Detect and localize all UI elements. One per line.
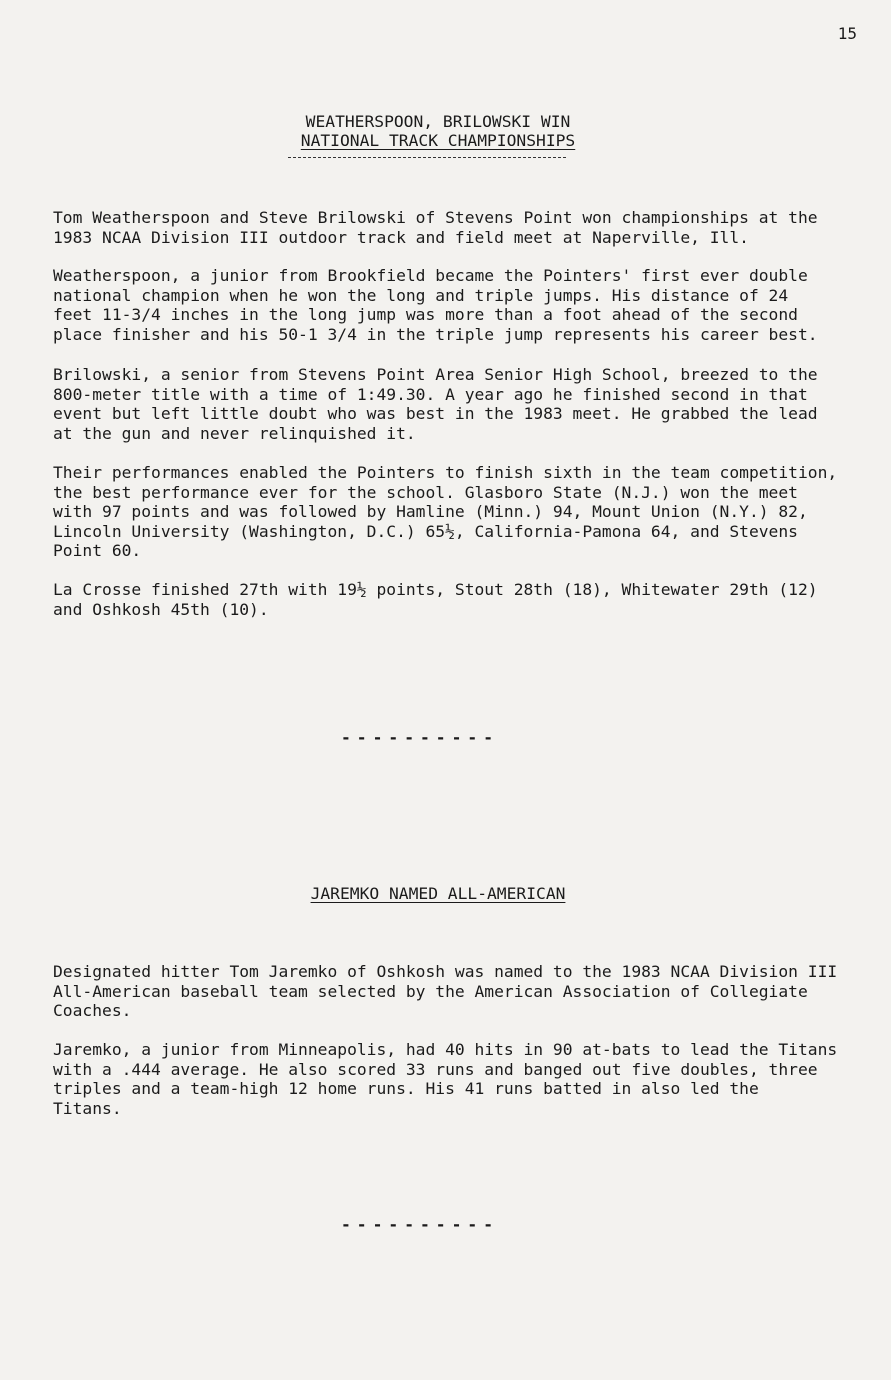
section-divider-1: ---------- [340,728,500,747]
article1-paragraph-5: La Crosse finished 27th with 19½ points, Stout 28th (18), Whitewater 29th (12) and Oshkosh 45th (10). [53,580,818,619]
section-divider-2: ---------- [340,1215,500,1234]
page-number: 15 [837,24,857,43]
article1-paragraph-4: Their performances enabled the Pointers to finish sixth in the team competition, the best performance ever for the school. Glasboro State (N.J.) won the meet with 97 points and was followed by Hamline (Minn.) 94, Mount Union (N.Y.) 82, Lincoln University (Washington, D.C.) 65½, California-Pamona 64, and Stevens Point 60. [53,463,838,561]
article2-paragraph-2: Jaremko, a junior from Minneapolis, had 40 hits in 90 at-bats to lead the Titans with a .444 average. He also scored 33 runs and banged out five doubles, three triples and a team-high 12 home runs. His 41 runs batted in also led the Titans. [53,1040,838,1118]
article2-paragraph-1: Designated hitter Tom Jaremko of Oshkosh was named to the 1983 NCAA Division III All-American baseball team selected by the American Association of Collegiate Coaches. [53,962,838,1021]
article1-headline-line1: WEATHERSPOON, BRILOWSKI WIN [305,112,571,131]
article2-headline [200,884,676,903]
article1-paragraph-3: Brilowski, a senior from Stevens Point Area Senior High School, breezed to the 800-meter title with a time of 1:49.30. A year ago he finished second in that event but left little doubt who was best in the 1983 meet. He grabbed the lead at the gun and never relinquished it. [53,365,818,443]
article1-paragraph-2: Weatherspoon, a junior from Brookfield became the Pointers' first ever double national champion when he won the long and triple jumps. His distance of 24 feet 11-3/4 inches in the long jump was more than a foot ahead of the second place finisher and his 50-1 3/4 in the triple jump represents his career best. [53,266,818,344]
article2-headline-text: JAREMKO NAMED ALL-AMERICAN [310,884,566,903]
article1-headline-line2: NATIONAL TRACK CHAMPIONSHIPS [300,131,576,150]
headline-dashed-rule [288,157,566,158]
article1-headline [200,112,676,150]
article1-paragraph-1: Tom Weatherspoon and Steve Brilowski of Stevens Point won championships at the 1983 NCAA Division III outdoor track and field meet at Naperville, Ill. [53,208,818,247]
